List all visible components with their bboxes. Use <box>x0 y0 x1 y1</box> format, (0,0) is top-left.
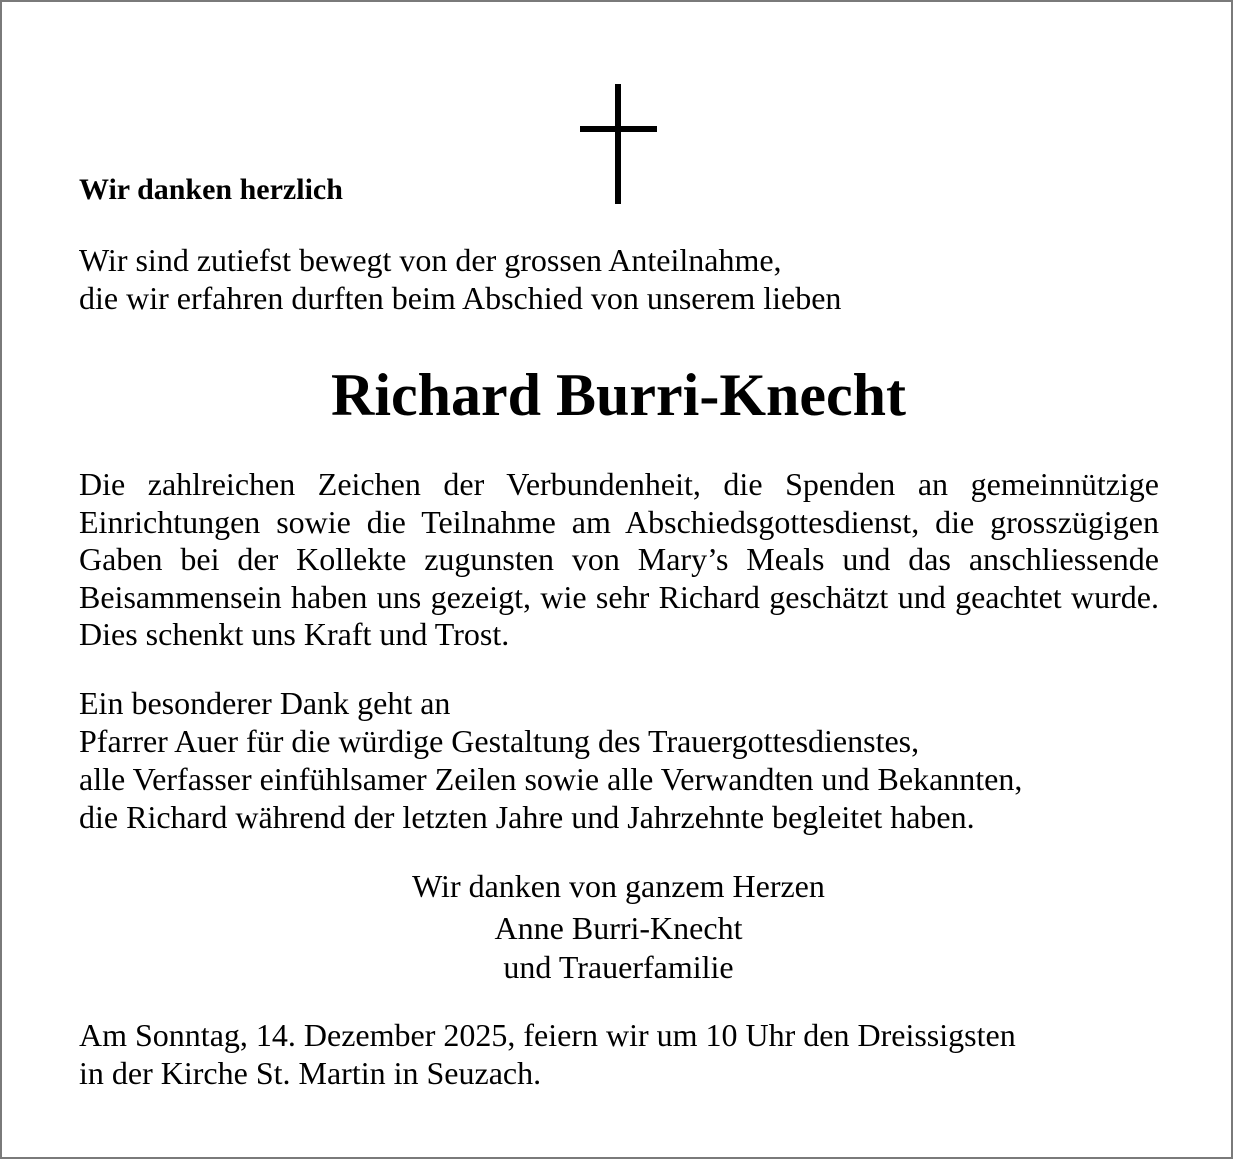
intro-line: Wir sind zutiefst bewegt von der grossen Anteilnahme, <box>79 242 782 278</box>
deceased-name: Richard Burri-Knecht <box>331 362 906 428</box>
footer-line: Am Sonntag, 14. Dezember 2025, feiern wir um 10 Uhr den Dreissigsten <box>79 1017 1016 1053</box>
signature-family: und Trauerfamilie <box>503 949 734 985</box>
intro-line: die wir erfahren durften beim Abschied von unserem lieben <box>79 280 842 316</box>
cross-icon <box>578 84 658 206</box>
signature-line: Wir danken von ganzem Herzen <box>412 868 825 904</box>
thanks-line: Pfarrer Auer für die würdige Gestaltung des Trauergottesdienstes, <box>79 723 920 759</box>
thanks-line: alle Verfasser einfühlsamer Zeilen sowie alle Verwandten und Bekannten, <box>79 761 1023 797</box>
footer-line: in der Kirche St. Martin in Seuzach. <box>79 1055 542 1091</box>
signature-name: Anne Burri-Knecht <box>494 910 743 946</box>
memorial-service-info <box>79 1016 1179 1092</box>
thanks-paragraph <box>79 684 1179 836</box>
thanks-line: die Richard während der letzten Jahre und Jahrzehnte begleitet haben. <box>79 799 975 835</box>
body-paragraph: Die zahlreichen Zeichen der Verbundenheit, die Spenden an gemeinnützige Einrichtungen sowie die Teilnahme am Abschiedsgottesdienst, die grosszügigen Gaben bei der Kollekte zugunsten von Mary’s Meals und das anschliessende Beisammensein haben uns gezeigt, wie sehr Richard geschätzt und geachtet wurde. Dies schenkt uns Kraft und Trost. <box>79 466 1159 652</box>
notice-heading: Wir danken herzlich <box>79 173 343 206</box>
thanks-line: Ein besonderer Dank geht an <box>79 685 451 721</box>
intro-paragraph <box>79 241 1179 317</box>
